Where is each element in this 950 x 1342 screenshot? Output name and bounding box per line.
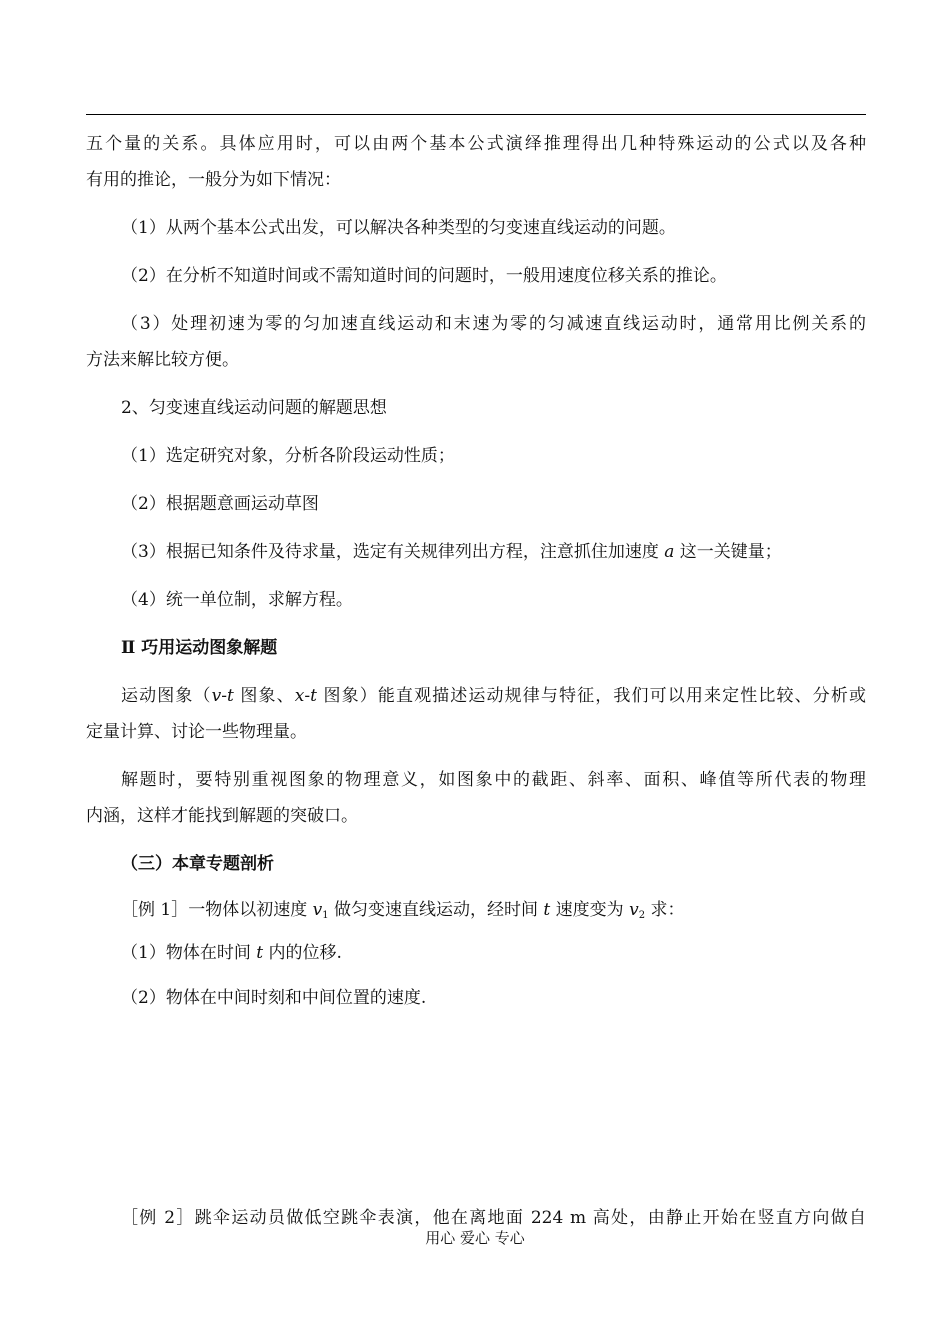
list-item: （2）根据题意画运动草图 xyxy=(121,494,319,514)
variable-v: v xyxy=(629,900,639,920)
question-2: （2）物体在中间时刻和中间位置的速度. xyxy=(121,988,427,1008)
paragraph-line: 内涵，这样才能找到解题的突破口。 xyxy=(86,806,358,826)
variable-t: t xyxy=(310,686,317,706)
section-heading: （三）本章专题剖析 xyxy=(121,854,274,874)
page-footer: 用心 爱心 专心 xyxy=(425,1229,525,1247)
question-1 xyxy=(121,943,342,963)
variable-v: v xyxy=(312,900,323,920)
subscript: 2 xyxy=(638,910,646,921)
variable-a: a xyxy=(664,542,675,562)
subscript: 1 xyxy=(322,910,329,921)
list-item xyxy=(121,542,782,562)
list-item: （3）处理初速为零的匀加速直线运动和末速为零的匀减速直线运动时，通常用比例关系的 xyxy=(121,314,866,334)
text-run: 内的位移. xyxy=(263,943,342,963)
text-run: （1）物体在时间 xyxy=(121,943,257,963)
variable-t: t xyxy=(226,686,234,706)
variable-t: t xyxy=(543,900,551,920)
example-1 xyxy=(121,900,684,920)
example-2: ［例 2］跳伞运动员做低空跳伞表演，他在离地面 224 m 高处，由静止开始在竖直方向做自 xyxy=(121,1208,866,1228)
list-item: （1）从两个基本公式出发，可以解决各种类型的匀变速直线运动的问题。 xyxy=(121,218,676,238)
text-run: （3）根据已知条件及待求量，选定有关规律列出方程，注意抓住加速度 xyxy=(121,542,665,562)
variable-x: x xyxy=(294,686,305,706)
variable-t: t xyxy=(256,943,264,963)
header-rule xyxy=(86,114,866,115)
text-run: 这一关键量； xyxy=(674,542,782,562)
section-heading: Ⅱ 巧用运动图象解题 xyxy=(121,638,278,658)
text-run: - xyxy=(221,686,227,706)
text-run: 速度变为 xyxy=(550,900,630,920)
list-item: （1）选定研究对象，分析各阶段运动性质； xyxy=(121,446,455,466)
text-run: - xyxy=(304,686,311,706)
paragraph-line xyxy=(121,686,866,706)
paragraph-line: 五个量的关系。具体应用时，可以由两个基本公式演绎推理得出几种特殊运动的公式以及各种 xyxy=(86,134,866,154)
paragraph-line: 解题时，要特别重视图象的物理意义，如图象中的截距、斜率、面积、峰值等所代表的物理 xyxy=(121,770,866,790)
section-subtitle: 2、匀变速直线运动问题的解题思想 xyxy=(121,398,387,418)
text-run: 做匀变速直线运动，经时间 xyxy=(328,900,544,920)
list-item: （2）在分析不知道时间或不需知道时间的问题时，一般用速度位移关系的推论。 xyxy=(121,266,727,286)
list-item: （4）统一单位制，求解方程。 xyxy=(121,590,353,610)
text-run: 图象）能直观描述运动规律与特征，我们可以用来定性比较、分析或 xyxy=(316,686,867,706)
paragraph-line: 定量计算、讨论一些物理量。 xyxy=(86,722,307,742)
text-run: 图象、 xyxy=(233,686,295,706)
variable-v: v xyxy=(211,686,222,706)
text-run: 运动图象（ xyxy=(121,686,212,706)
text-run: 求： xyxy=(645,900,685,920)
paragraph-line: 方法来解比较方便。 xyxy=(86,350,239,370)
paragraph-line: 有用的推论，一般分为如下情况： xyxy=(86,170,341,190)
text-run: ［例 1］一物体以初速度 xyxy=(121,900,313,920)
